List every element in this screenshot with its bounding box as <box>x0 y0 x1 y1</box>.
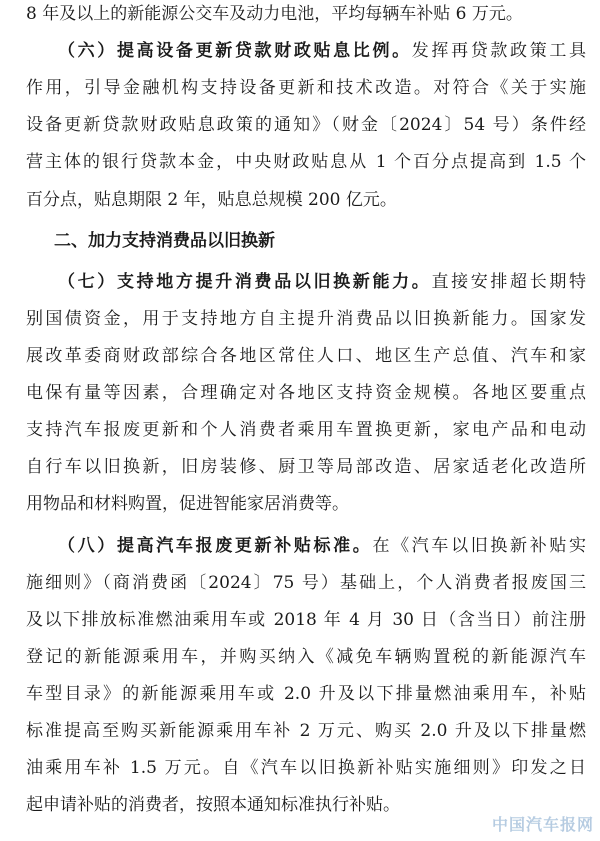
line-text: 8 年及以上的新能源公交车及动力电池，平均每辆车补贴 6 万元。 <box>26 4 523 24</box>
line-text: 展改革委商财政部综合各地区常住人口、地区生产总值、汽车和家 <box>26 346 586 366</box>
line-text: 发挥再贷款政策工具 <box>411 41 587 61</box>
subsection-lead: （六）提高设备更新贷款财政贴息比例。 <box>58 41 412 61</box>
paragraph-line <box>26 307 586 331</box>
watermark-logo: 中国汽车报网 <box>491 815 594 834</box>
line-text: 登记的新能源乘用车，并购买纳入《减免车辆购置税的新能源汽车 <box>26 647 586 667</box>
line-text: 自行车以旧换新，旧房装修、厨卫等局部改造、居家适老化改造所 <box>26 457 586 477</box>
line-text: 在《汽车以旧换新补贴实 <box>372 536 587 556</box>
line-text: 别国债资金，用于支持地方自主提升消费品以旧换新能力。国家发 <box>26 309 586 329</box>
paragraph-line <box>26 756 586 780</box>
subsection-lead: （八）提高汽车报废更新补贴标准。 <box>58 536 373 556</box>
paragraph-line <box>26 571 586 595</box>
paragraph-line <box>26 455 586 479</box>
line-text: 施细则》（商消费函〔2024〕75 号）基础上，个人消费者报废国三 <box>26 573 586 593</box>
paragraph-line <box>58 39 586 63</box>
line-text: 用物品和材料购置，促进智能家居消费等。 <box>26 494 349 514</box>
paragraph-line <box>26 2 586 26</box>
line-text: 车型目录》的新能源乘用车或 2.0 升及以下排量燃油乘用车，补贴 <box>26 684 586 704</box>
paragraph-line <box>58 534 586 558</box>
paragraph-line <box>26 113 586 137</box>
line-text: 营主体的银行贷款本金，中央财政贴息从 1 个百分点提高到 1.5 个 <box>26 152 586 172</box>
line-text: 直接安排超长期特 <box>431 272 587 292</box>
paragraph-line <box>26 682 586 706</box>
line-text: 支持汽车报废更新和个人消费者乘用车置换更新，家电产品和电动 <box>26 420 586 440</box>
paragraph-line <box>26 492 586 516</box>
subsection-lead: （七）支持地方提升消费品以旧换新能力。 <box>58 272 432 292</box>
line-text: 设备更新贷款财政贴息政策的通知》（财金〔2024〕54 号）条件经 <box>26 115 586 135</box>
paragraph-line <box>26 150 586 174</box>
paragraph-line <box>26 719 586 743</box>
section-heading: 二、加力支持消费品以旧换新 <box>54 231 275 251</box>
paragraph-line <box>26 608 586 632</box>
line-text: 作用，引导金融机构支持设备更新和技术改造。对符合《关于实施 <box>26 78 586 98</box>
line-text: 及以下排放标准燃油乘用车或 2018 年 4 月 30 日（含当日）前注册 <box>26 610 586 630</box>
paragraph-line <box>26 381 586 405</box>
line-text: 百分点，贴息期限 2 年，贴息总规模 200 亿元。 <box>26 190 397 210</box>
paragraph-line <box>26 645 586 669</box>
paragraph-line <box>26 76 586 100</box>
line-text: 电保有量等因素，合理确定对各地区支持资金规模。各地区要重点 <box>26 383 586 403</box>
line-text: 标准提高至购买新能源乘用车补 2 万元、购买 2.0 升及以下排量燃 <box>26 721 586 741</box>
line-text: 起申请补贴的消费者，按照本通知标准执行补贴。 <box>26 795 400 815</box>
paragraph-line <box>26 188 586 212</box>
paragraph-line <box>58 270 586 294</box>
paragraph-line <box>26 344 586 368</box>
paragraph-line <box>26 418 586 442</box>
line-text: 油乘用车补 1.5 万元。自《汽车以旧换新补贴实施细则》印发之日 <box>26 758 586 778</box>
